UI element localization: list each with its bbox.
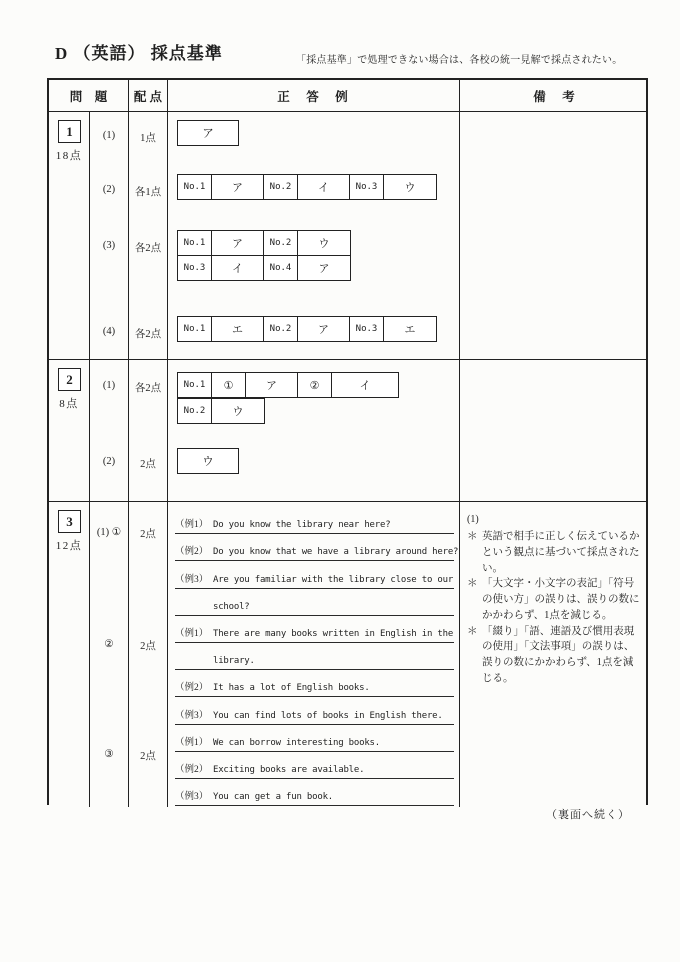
answer-value: ウ — [404, 182, 416, 194]
answer-example-line — [175, 779, 454, 806]
question-3-number-cell — [49, 502, 90, 807]
question-1-total-points: 18点 — [55, 150, 83, 162]
points-value: 2点 — [140, 529, 156, 540]
grading-criteria-table — [47, 78, 648, 805]
question-2-number: 2 — [66, 371, 73, 387]
remarks-note — [467, 529, 642, 576]
answer-circled-key: ① — [212, 373, 246, 397]
question-3-number-badge — [58, 510, 81, 533]
table-header-row — [49, 80, 646, 112]
example-text: There are many books written in English in the — [213, 628, 454, 639]
remarks-note-marker: ＊ — [467, 625, 478, 637]
answer-example-line — [175, 534, 459, 561]
subquestion-label: (1) — [102, 380, 116, 391]
remarks-note-marker: ＊ — [467, 578, 478, 590]
remarks-note-marker: ＊ — [467, 531, 478, 542]
question-2-number-cell — [49, 360, 90, 501]
example-sentences — [168, 502, 459, 806]
question-3-number: 3 — [66, 513, 73, 529]
answer-value: ウ — [232, 405, 244, 418]
answer-example-line — [175, 752, 454, 779]
question-1-remarks-cell — [460, 112, 650, 359]
subquestion-label: (4) — [102, 326, 116, 337]
question-3-total-points: 12点 — [55, 540, 83, 552]
example-tag: （例1） — [175, 520, 209, 531]
remarks-note-text: 「大文字・小文字の表記」「符号の使い方」の誤りは、誤りの数にかかわらず、1点を減じる。 — [482, 578, 640, 621]
question-3-points-column — [129, 502, 168, 807]
example-text: We can borrow interesting books. — [213, 737, 380, 748]
example-tag: （例2） — [175, 764, 209, 775]
example-tag: （例2） — [175, 683, 209, 694]
question-1-points-column — [129, 112, 168, 359]
question-2-number-badge — [58, 368, 81, 391]
points-value: 各2点 — [134, 243, 162, 254]
answer-strip — [177, 174, 437, 200]
answer-no-label: No.2 — [178, 399, 212, 423]
points-value: 各2点 — [134, 383, 162, 394]
answer-strip — [177, 316, 437, 342]
answer-no-label: No.2 — [264, 231, 298, 255]
subquestion-label: (2) — [102, 456, 116, 467]
question-1-number: 1 — [66, 123, 73, 139]
example-tag: （例2） — [175, 547, 209, 558]
answer-value: ア — [212, 175, 264, 199]
example-tag: （例3） — [175, 710, 209, 721]
answer-no-label: No.4 — [264, 256, 298, 280]
answer-no-label: No.3 — [178, 256, 212, 280]
question-2-remarks-cell — [460, 360, 650, 501]
answer-value: イ — [298, 175, 350, 199]
answer-value: ア — [298, 317, 350, 341]
example-text: library. — [213, 656, 255, 667]
answer-example-line — [175, 507, 454, 534]
answer-box: ウ — [177, 448, 239, 474]
answer-table-row — [178, 231, 350, 256]
example-text: Exciting books are available. — [213, 764, 365, 775]
question-2-points-column — [129, 360, 168, 501]
answer-table — [177, 230, 351, 281]
example-text: Do you know that we have a library around here? — [213, 547, 459, 558]
example-tag: （例1） — [175, 737, 209, 748]
example-text: Do you know the library near here? — [213, 520, 391, 531]
table-row-question-1 — [49, 112, 646, 360]
subquestion-label: (1) ① — [96, 527, 122, 538]
subquestion-label: (1) — [102, 130, 116, 141]
table-row-question-2 — [49, 360, 646, 502]
remarks-note — [467, 576, 642, 623]
example-text: You can find lots of books in English there. — [213, 710, 443, 721]
points-value: 各1点 — [134, 187, 162, 198]
example-tag: （例3） — [175, 792, 209, 803]
example-text: school? — [213, 601, 250, 612]
answer-value: イ — [212, 256, 264, 280]
points-value: 2点 — [140, 459, 156, 470]
remarks-heading: (1) — [467, 514, 479, 525]
example-tag: （例1） — [175, 628, 209, 639]
question-2-subquestion-column — [90, 360, 129, 501]
points-value: 各2点 — [134, 329, 162, 340]
subquestion-label: (3) — [102, 240, 116, 251]
points-value: 2点 — [140, 641, 156, 652]
question-3-subquestion-column — [90, 502, 129, 807]
question-3-answer-column — [168, 502, 460, 807]
answer-strip — [177, 372, 399, 398]
subquestion-label: ② — [104, 639, 114, 650]
answer-no-label: No.1 — [178, 373, 212, 397]
answer-circled-key: ② — [298, 373, 332, 397]
example-text: You can get a fun book. — [213, 792, 334, 803]
question-1-subquestion-column — [90, 112, 129, 359]
question-1-number-badge — [58, 120, 81, 143]
answer-no-label: No.3 — [350, 317, 384, 341]
answer-no-label: No.2 — [264, 317, 298, 341]
example-text: It has a lot of English books. — [213, 683, 370, 694]
answer-value: ア — [212, 231, 264, 255]
question-1-answer-column — [168, 112, 460, 359]
answer-example-line — [175, 697, 454, 724]
answer-example-line — [175, 670, 454, 697]
answer-example-line — [175, 725, 454, 752]
answer-no-label: No.1 — [178, 317, 212, 341]
continuation-note: （裏面へ続く） — [546, 809, 630, 821]
question-3-remarks-cell — [460, 502, 650, 807]
answer-value: エ — [404, 324, 416, 336]
header-instruction-note: 「採点基準」で処理できない場合は、各校の統一見解で採点されたい。 — [296, 55, 623, 66]
answer-no-label: No.1 — [178, 231, 212, 255]
subquestion-label: ③ — [104, 749, 114, 760]
answer-value: ウ — [318, 238, 330, 250]
remarks-note-text: 「綴り」「語、連語及び慣用表現の使用」「文法事項」の誤りは、誤りの数にかかわらず、1点を減じる。 — [482, 625, 635, 684]
question-2-answer-column — [168, 360, 460, 501]
example-text: Are you familiar with the library close to our — [213, 574, 454, 585]
answer-table-row — [178, 256, 350, 280]
answer-value: ア — [246, 373, 298, 397]
question-2-total-points: 8点 — [59, 398, 79, 410]
points-value: 1点 — [140, 133, 156, 144]
answer-example-line — [175, 643, 454, 670]
answer-no-label: No.2 — [264, 175, 298, 199]
subquestion-label: (2) — [102, 184, 116, 195]
answer-no-label: No.1 — [178, 175, 212, 199]
answer-strip — [177, 398, 265, 424]
answer-example-line — [175, 561, 454, 588]
column-header-question: 問 題 — [49, 80, 129, 111]
remarks-note — [467, 624, 642, 687]
table-row-question-3 — [49, 502, 646, 807]
answer-value: ア — [318, 263, 330, 275]
page-title: D （英語） 採点基準 — [55, 44, 223, 63]
answer-no-label: No.3 — [350, 175, 384, 199]
example-tag: （例3） — [175, 574, 209, 585]
column-header-points: 配 点 — [129, 80, 168, 111]
remarks-note-text: 英語で相手に正しく伝えているかという観点に基づいて採点されたい。 — [482, 531, 640, 574]
points-value: 2点 — [140, 751, 156, 762]
column-header-remarks: 備 考 — [533, 89, 577, 104]
answer-box: ア — [177, 120, 239, 146]
answer-value: エ — [212, 317, 264, 341]
answer-example-line — [175, 616, 454, 643]
question-1-number-cell — [49, 112, 90, 359]
answer-example-line — [175, 589, 454, 616]
answer-value: イ — [359, 380, 371, 392]
column-header-answer-examples: 正 答 例 — [168, 80, 460, 111]
